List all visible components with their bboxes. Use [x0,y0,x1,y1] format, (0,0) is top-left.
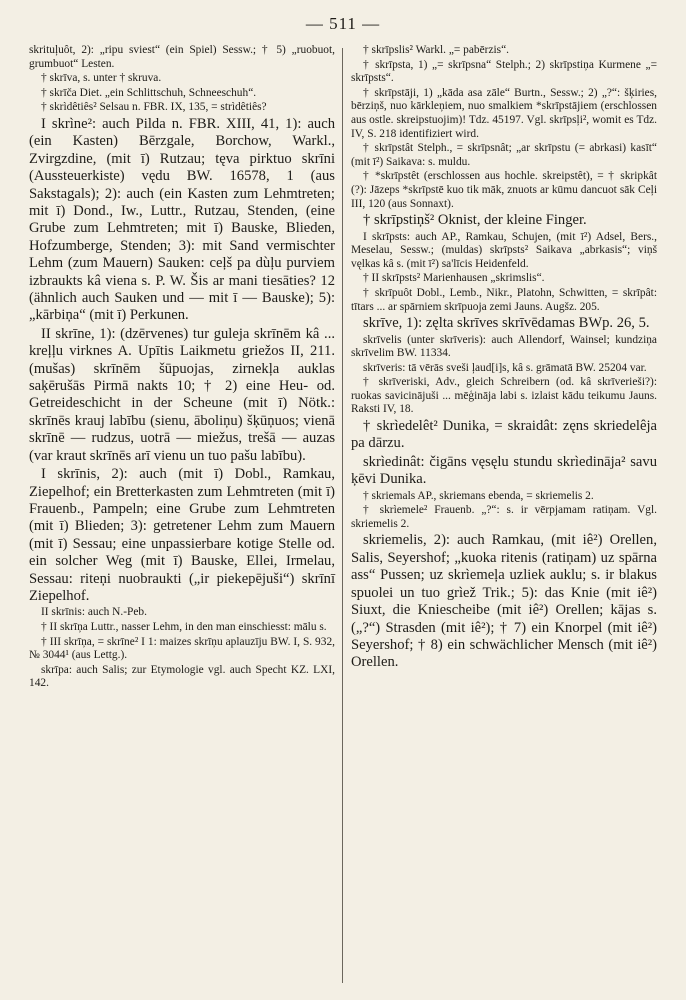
entry-skriemele: † skrìemele² Frauenb. „?“: s. ir vērpjamam ratiņam. Vgl. skriemelis 2. [351,504,657,530]
entry-skripsts-2: † II skrīpsts² Marienhausen „skrimslis“. [363,272,545,285]
entry-skripstins: † skrīpstiņš² Oknist, der kleine Finger. [363,212,587,229]
entry-skripsts-1: I skrīpsts: auch AP., Ramkau, Schujen, (mit ī²) Adsel, Bers., Meselau, Sessw.; (muldas) skrīpsts² Saikava „abrkasis“; viņš vęlkas kâ s. (mit ī²) sa'līcis Heidenfeld. [351,230,657,270]
entry-skrina-3: † III skrīņa, = skrīne² I 1: maizes skrīņu aplauzīju BW. I, S. 932, № 3044¹ (aus Lettg.). [29,635,335,662]
entry-skripslis: † skrīpslis² Warkl. „= pabērzis“. [363,44,509,56]
entry-skriva: † skrīva, s. unter † skruva. [41,72,162,85]
entry-skrine-1: I skrìne²: auch Pilda n. FBR. XIII, 41, 1): auch (ein Kasten) Bērzgale, Borchow, Warkl., Zvirgzdine, (mit ī) Rutzau; tęva pirktuo skrīni (Aussteuerkiste) vędu BW. 16578, 1 (aus Sakstagals); 2): auch (ein Kasten zum Lehmtreten; mit ī) Dond., Iw., Luttr., Rutzau, Stenden, (eine Grube zum Lehmtreten; mit ī) Bauske, Blieden, Hofzumberge, Stenden; 3): mit Sand vermischter Lehm (zum Mauern) Sauken: ceļš pa dùļu purviem izbraukts kâ viena s. P. W. Šis ar mani tiesāties? 12 (ähnlich auch Sauken und — mit ī — Bauske); 5): „kārbiņa“ (mit ī) Perkunen. [29,115,335,324]
entry-skrinis-2: II skrīnis: auch N.-Peb. [41,606,147,619]
entry-skrina-2: † II skrīņa Luttr., nasser Lehm, in den man einschiesst: mālu s. [41,620,327,633]
page-number: — 511 — [305,14,381,33]
entry-skriedinat: skrìedinât: čigāns vęsęlu stundu skrìedināja² savu ķēvi Dunika. [351,453,657,488]
entry-skrica: † skrīča Diet. „ein Schlittschuh, Schneeschuh“. [41,86,257,99]
entry-skritulot: skrituļuôt, 2): „ripu sviest“ (ein Spiel) Sessw.; † 5) „ruobuot, grumbuot“ Lesten. [29,44,335,70]
entry-skrive: skrīve, 1): zęlta skrīves skrīvēdamas BWp. 26, 5. [363,315,650,332]
entry-skriemals: † skriemals AP., skriemans ebenda, = skriemelis 2. [363,489,594,502]
entry-skrideties: † skrìdêtiês² Selsau n. FBR. IX, 135, = strìdêtiês? [41,101,267,114]
entry-skripstet: † *skrīpstêt (erschlossen aus hochle. skreipstêt), = † skripkât (?): Jāzeps *skrīpstē kuo tik māk, znuots ar kūmu dancuot sāk Ceļi III, 120 (aus Sonnaxt). [351,170,657,210]
entry-skripsta: † skrīpsta, 1) „= skrīpsna“ Stelph.; 2) skrīpstiņa Kurmene „= skrīpsts“. [351,58,657,85]
entry-skripuot: † skrīpuôt Dobl., Lemb., Nikr., Platohn, Schwitten, = skrīpât: tītars ... ar spārniem skrīpuoja zemi Jauns. Augšz. 205. [351,286,657,313]
column-divider [342,48,343,983]
entry-skrinis-1: I skrīnis, 2): auch (mit ī) Dobl., Ramkau, Ziepelhof; ein Bretterkasten zum Lehmtreten (mit ī) Frauenb., Pampeln; eine Grube zum Lehmtreten (mit ī) Blieden; 3): getretener Lehm zum Mauern (mit ī) Sessau; eine unpassierbare kotige Stelle od. ein solcher Weg (mit ī) Bauske, Ellei, Irmelau, Sessau: riteņi nuobraukti („ir piekepējuši“) skrīnī Ziepelhof. [29,466,335,604]
entry-skripstaji: † skrīpstāji, 1) „kāda asa zāle“ Burtn., Sessw.; 2) „?“: šķiries, bērziņš, nuo kārkleņiem, nuo smalkiem *skrīpstājiem (erschlossen aus ostle. skreipstuojim)! Tdz. 45197. Vgl. skrīpsļi², womit es Tdz. IV, S. 218 identifiziert wird. [351,86,657,140]
entry-skripstat: † skrīpstât Stelph., = skrīpsnât; „ar skrīpstu (= abrkasi) kasīt“ (mit ī²) Saikava: s. muldu. [351,142,657,168]
entry-skripa: skrīpa: auch Salis; zur Etymologie vgl. auch Specht KZ. LXI, 142. [29,663,335,690]
entry-skriveris: skrīveris: tā vērās sveši ļaud[i]s, kâ s. grāmatā BW. 25204 var. [363,361,647,374]
entry-skriedelet: † skrìedelêt² Dunika, = skraidât: zęns skriedelêja pa dārzu. [351,418,657,452]
right-column [351,44,657,673]
entry-skrivelis: skrīvelis (unter skrīveris): auch Allendorf, Wainsel; kundziņa skrīvelim BW. 11334. [351,333,657,360]
entry-skriemelis: skriemelis, 2): auch Ramkau, (mit iê²) Orellen, Salis, Seyershof; „kuoka ritenis (ratiņam) uz spārna ass“ Pussen; uz skrìemeļa uzliek auklu; s. ir blakus spuolei un tuo grìež Trik.; 5): das Knie (mit iê²) Siuxt, die Kniescheibe (mit iê²) Orellen; kājas s. („?“) Strasden (mit iê²); † 7) ein Knorpel (mit iê²) Seyershof; † 8) ein schwächlicher Mensch (mit iê²) Orellen. [351,532,657,671]
entry-skriveriski: † skrīveriski, Adv., gleich Schreibern (od. kâ skrīverieši?): ruokas savicinājuši ... mēģināja labi s. izlaist kādu teikumu Jauns. Raksti IV, 18. [351,376,657,416]
left-column [29,44,335,692]
entry-skrine-2: II skrīne, 1): (dzērvenes) tur guleja skrīnēm kâ ... kreļļu virknes A. Upītis Laikmetu griežos II, 211. (mušas) skrīnēm šūpuojas, zirnekļa auklas saķērušās Pirmā nakts 10; † 2) eine Heu- od. Getreideschicht in der Scheune (mit ī) Nötk.: skrīnēs krauj labību (sienu, āboliņu) šķūņuos; vienā skrīnē — rudzus, uotrā — miežus, trešā — auzas (var kraut skrīnēs arī vienu un tuo pašu labību). [29,325,335,464]
